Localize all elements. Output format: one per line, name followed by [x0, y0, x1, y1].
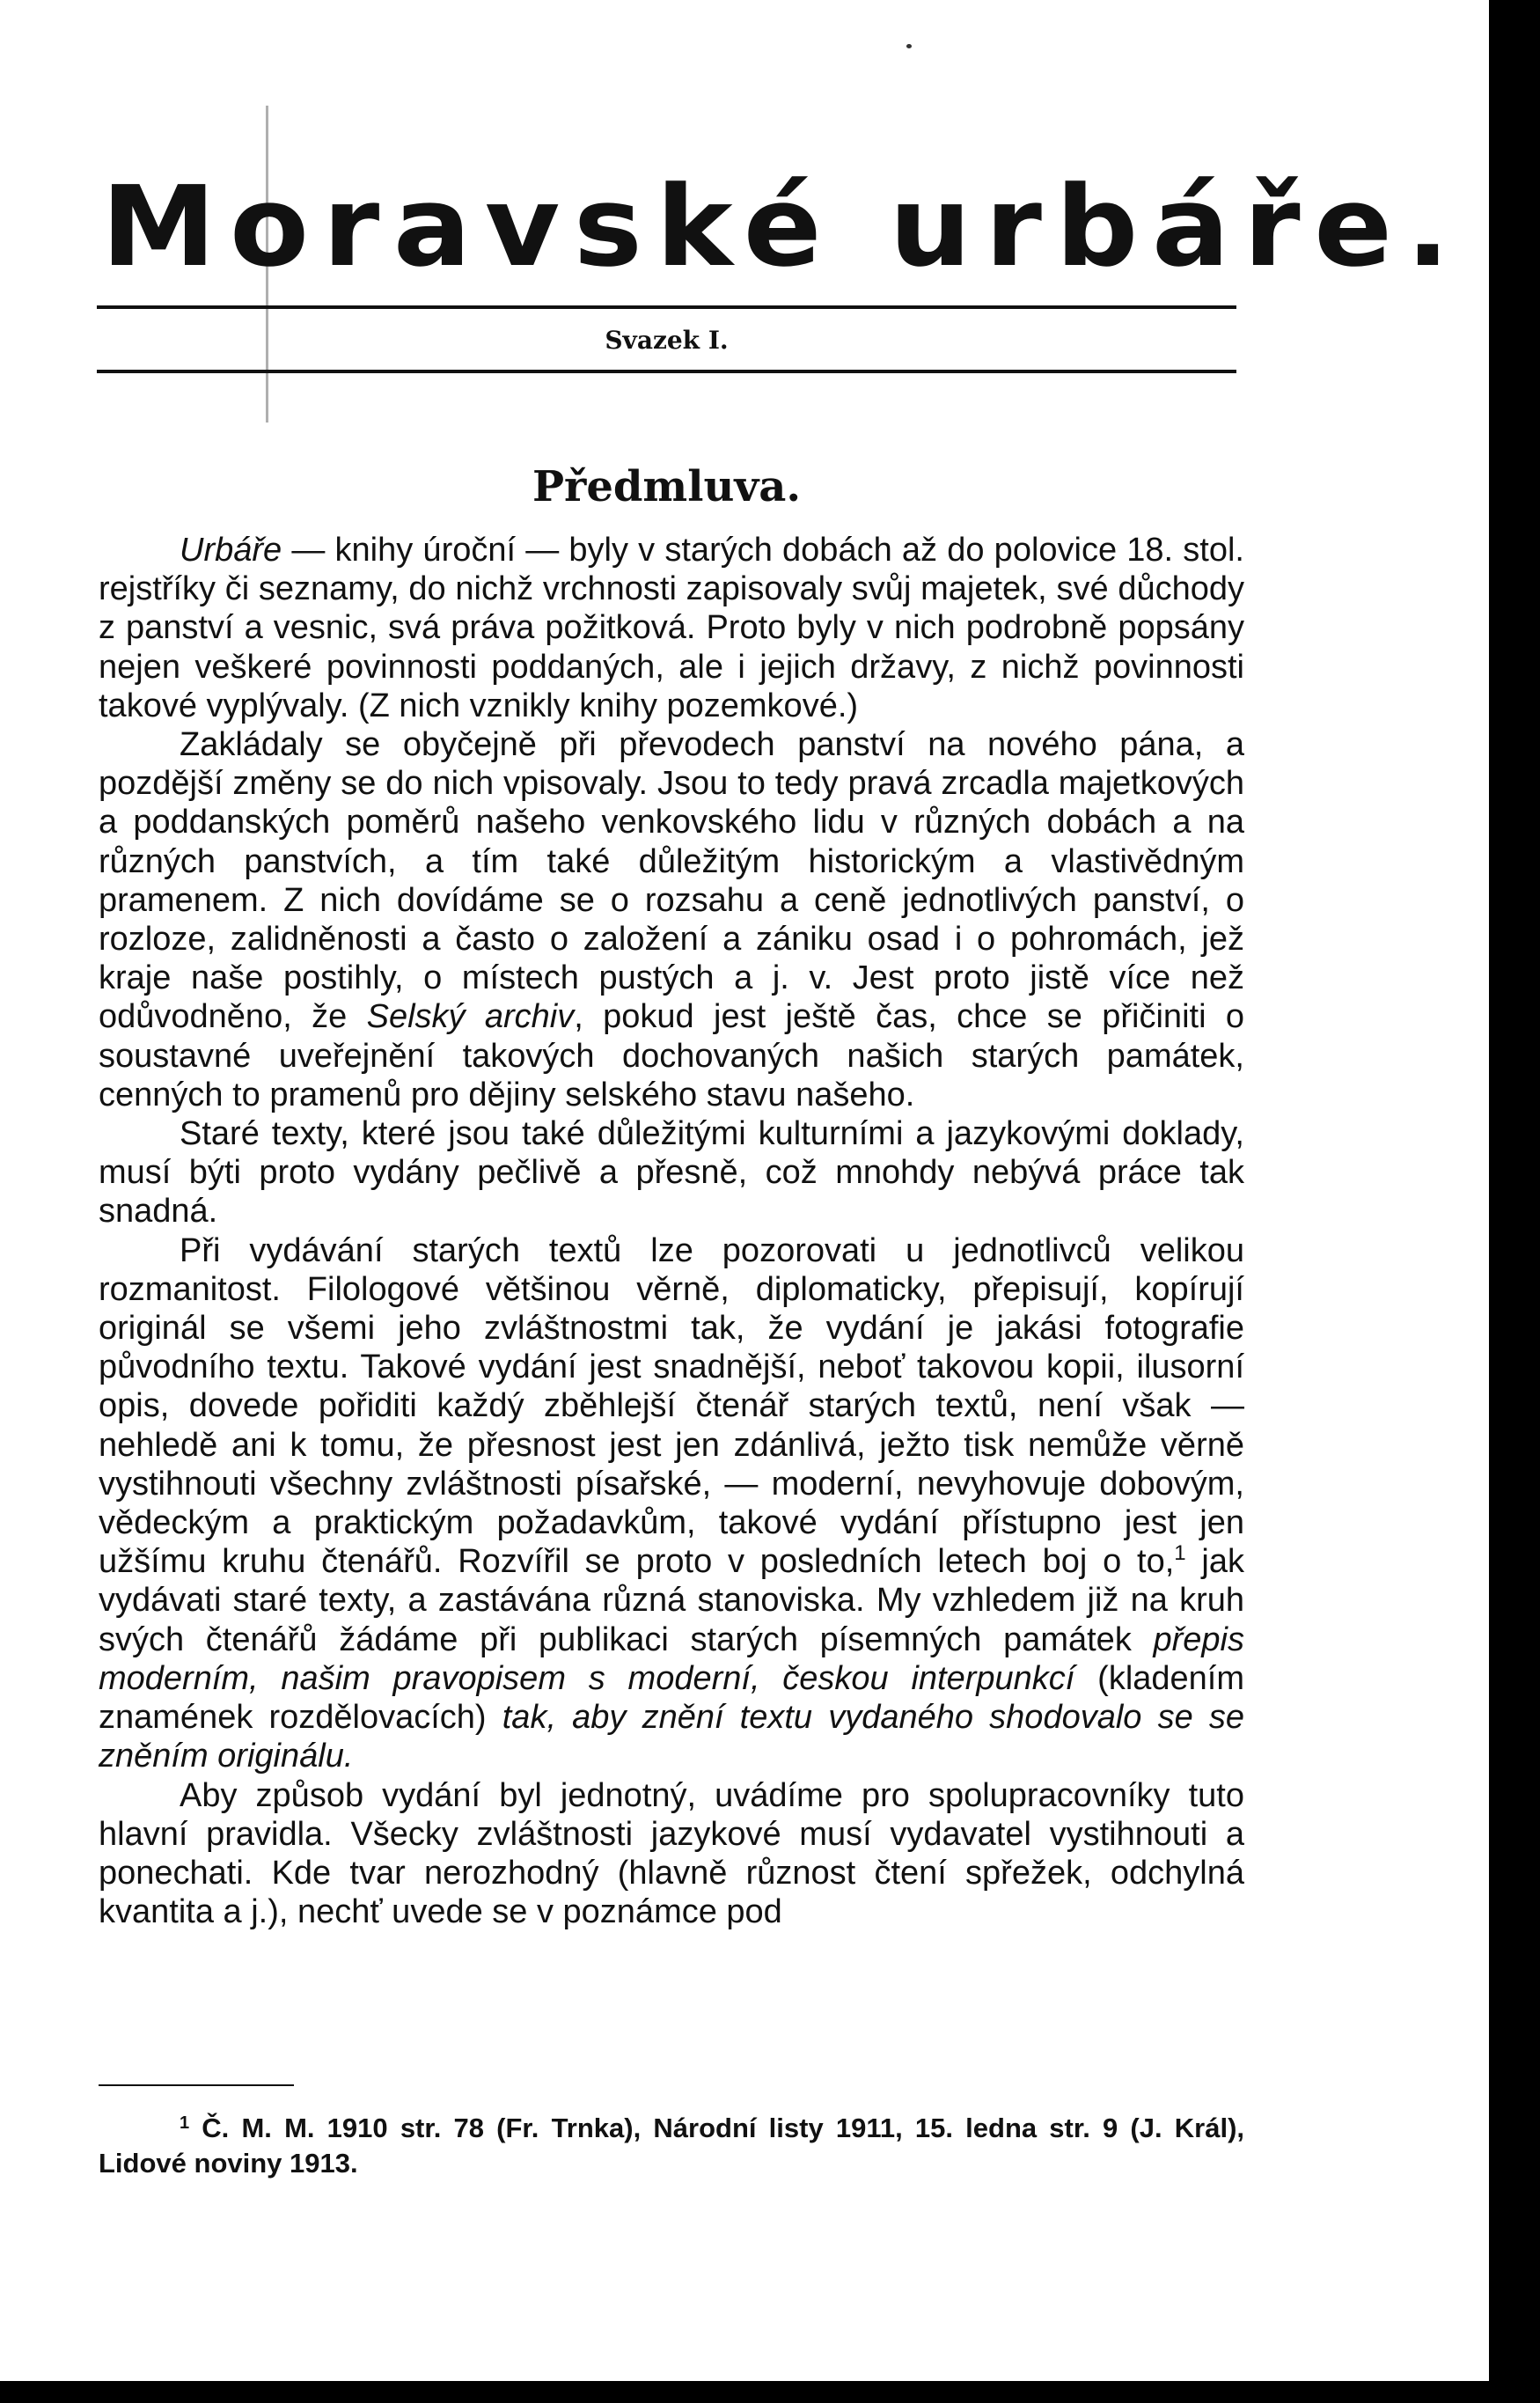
footnote-number: 1 — [180, 2113, 190, 2133]
title-rule-top — [97, 305, 1236, 309]
emphasis-urbare: Urbáře — [180, 532, 282, 569]
paragraph-4 — [99, 1231, 1244, 1776]
paragraph-5-text: Aby způsob vydání byl jednotný, uvádíme pro spolupracovníky tuto hlavní pravidla. Všecky zvláštnosti jazykové musí vydavatel vystihnouti a ponechati. Kde tvar nerozhodný (hlavně různost čtení spřežek, odchylná kvantita a j.), nechť uvede se v poznámce pod — [99, 1776, 1244, 1931]
footnote-rule — [99, 2084, 294, 2086]
footnote — [99, 2111, 1244, 2181]
emphasis-zneni: tak, aby znění textu vydaného shodovalo se se zněním originálu. — [99, 1699, 1244, 1775]
body-text — [99, 531, 1244, 1931]
paragraph-4-text-a: Při vydávání starých textů lze pozorovati u jednotlivců velikou rozmanitost. Filologové většinou věrně, diplomaticky, přepisují, kopírují originál se všemi jeho zvláštnostmi tak, že vydání je jakási fotografie původního textu. Takové vydání jest snadnější, neboť takovou kopii, ilusorní opis, dovede pořiditi každý zběhlejší čtenář starých textů, není však — nehledě ani k tomu, že přesnost jest jen zdánlivá, ježto tisk nemůže věrně vystihnouti všechny zvláštnosti písařské, — moderní, nevyhovuje dobovým, vědeckým a praktickým požadavkům, takové vydání přístupno jest jen užšímu kruhu čtenářů. Rozvířil se proto v posledních letech boj o to, — [99, 1231, 1244, 1581]
section-heading: Předmluva. — [532, 462, 802, 511]
emphasis-prepis: přepis moderním, našim pravopisem s moderní, českou interpunkcí — [99, 1620, 1244, 1697]
footnote-reference[interactable]: 1 — [1174, 1541, 1186, 1566]
paragraph-5 — [99, 1776, 1244, 1932]
paragraph-2-text-b: , pokud jest ještě čas, chce se přičiniti o soustavné uveřejnění takových dochovaných našich starých památek, cenných to pramenů pro dějiny selského stavu našeho. — [99, 998, 1244, 1113]
scan-speck — [906, 44, 912, 48]
paragraph-1-text: — knihy úroční — byly v starých dobách až do polovice 18. stol. rejstříky či seznamy, do nichž vrchnosti zapisovaly svůj majetek, své důchody z panství a vesnic, svá práva požitková. Proto byly v nich podrobně popsány nejen veškeré povinnosti poddaných, ale i jejich državy, z nichž povinnosti takové vyplývaly. (Z nich vznikly knihy pozemkové.) — [99, 532, 1244, 724]
paragraph-4-text-c: (kladením znamének rozdělovacích) — [99, 1659, 1245, 1737]
paragraph-4-text-b: jak vydávati staré texty, a zastávána různá stanoviska. My vzhledem již na kruh svých čtenářů žádáme při publikaci starých písemných památek — [99, 1543, 1244, 1658]
title-rule-bottom — [97, 370, 1236, 373]
paragraph-3-text: Staré texty, které jsou také důležitými kulturními a jazykovými doklady, musí býti proto vydány pečlivě a přesně, což mnohdy nebývá práce tak snadná. — [99, 1115, 1244, 1231]
volume-label: Svazek I. — [605, 326, 729, 355]
paragraph-2 — [99, 725, 1244, 1114]
footnote-text: Č. M. M. 1910 str. 78 (Fr. Trnka), Národní listy 1911, 15. ledna str. 9 (J. Král), Lidové noviny 1913. — [99, 2113, 1244, 2179]
emphasis-selsky-archiv: Selský archiv — [366, 998, 575, 1036]
footnote-1 — [99, 2111, 1244, 2181]
document-title: Moravské urbáře. — [101, 162, 1464, 291]
paragraph-2-text-a: Zakládaly se obyčejně při převodech panství na nového pána, a pozdější změny se do nich vpisovaly. Jsou to tedy pravá zrcadla majetkových a poddanských poměrů našeho venkovského lidu v různých dobách a na různých panstvích, a tím také důležitým historickým a vlastivědným pramenem. Z nich dovídáme se o rozsahu a ceně jednotlivých panství, o rozloze, zalidněnosti a často o založení a zániku osad i o pohromách, jež kraje naše postihly, o místech pustých a j. v. Jest proto jistě více než odůvodněno, že — [99, 726, 1244, 1036]
paragraph-1 — [99, 531, 1244, 725]
paragraph-3 — [99, 1114, 1244, 1231]
